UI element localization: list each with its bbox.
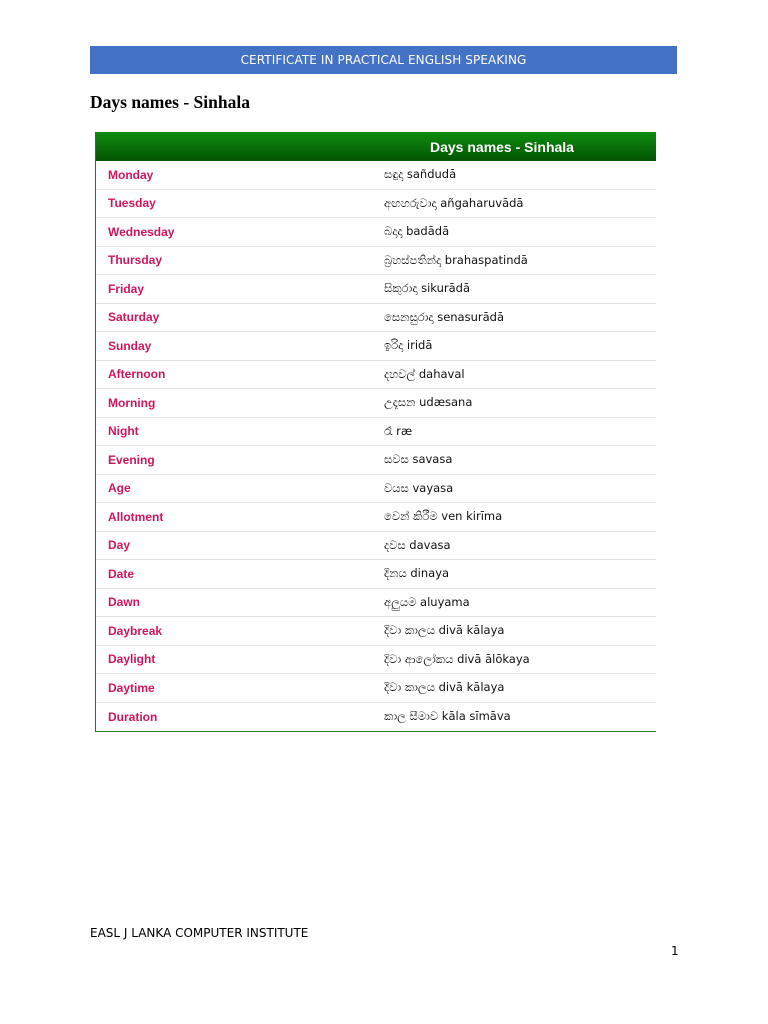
page-number: 1 [671,944,679,958]
sinhala-translation: බදාදා badādā [384,224,450,239]
sinhala-translation: කාල සීමාව kāla sīmāva [384,709,511,724]
table-row [96,304,656,333]
sinhala-translation: රෑ ræ [384,423,413,438]
english-word: Date [108,566,135,581]
english-word: Friday [108,281,145,296]
english-word: Afternoon [108,367,166,382]
sinhala-translation: දහවල් dahaval [384,366,465,381]
table-row [96,617,656,646]
table-row [96,560,656,589]
table-row [96,332,656,361]
sinhala-translation: වෙන් කිරීම ven kirīma [384,509,503,524]
table-row [96,275,656,304]
vocabulary-table [95,132,656,732]
english-word: Day [108,538,131,553]
sinhala-translation: සෙනසුරාදා senasurādā [384,309,505,324]
english-word: Evening [108,452,155,467]
sinhala-translation: සවස savasa [384,452,453,467]
sinhala-translation: දවස davasa [384,537,451,552]
sinhala-translation: සිකුරාදා sikurādā [384,281,471,296]
english-word: Thursday [108,253,163,268]
table-row [96,161,656,190]
english-word: Tuesday [108,196,156,211]
header-banner: CERTIFICATE IN PRACTICAL ENGLISH SPEAKING [90,46,677,74]
table-row [96,646,656,675]
page-title: Days names - Sinhala [90,92,250,112]
sinhala-translation: සඳුදා sañdudā [384,167,457,182]
english-word: Daylight [108,652,156,667]
table-row [96,247,656,276]
table-row [96,703,656,732]
sinhala-translation: දිවා කාලය divā kālaya [384,680,505,695]
english-word: Allotment [108,509,164,524]
table-row [96,418,656,447]
sinhala-translation: උදෑසන udæsana [384,395,473,410]
english-word: Duration [108,709,158,724]
table-row [96,218,656,247]
table-row [96,475,656,504]
english-word: Morning [108,395,156,410]
sinhala-translation: අඟහරුවාදා añgaharuvādā [384,195,524,210]
table-header [96,132,656,161]
sinhala-translation: බ්‍රහස්පතින්දා brahaspatindā [384,252,528,267]
table-row [96,589,656,618]
sinhala-translation: දිවා ආලෝකය divā ālōkaya [384,651,530,666]
table-row [96,389,656,418]
english-word: Monday [108,167,154,182]
english-word: Dawn [108,595,141,610]
table-row [96,532,656,561]
table-body [96,161,656,731]
table-row [96,503,656,532]
table-row [96,361,656,390]
footer-institute: EASL J LANKA COMPUTER INSTITUTE [90,926,309,940]
sinhala-translation: අලුයම aluyama [384,594,470,609]
sinhala-translation: වයස vayasa [384,480,454,495]
sinhala-translation: දිනය dinaya [384,566,450,581]
english-word: Daybreak [108,623,163,638]
english-word: Wednesday [108,224,175,239]
table-row [96,190,656,219]
english-word: Sunday [108,338,152,353]
english-word: Age [108,481,131,496]
english-word: Daytime [108,680,155,695]
table-row [96,446,656,475]
table-row [96,674,656,703]
table-title: Days names - Sinhala [430,138,574,155]
english-word: Night [108,424,139,439]
english-word: Saturday [108,310,160,325]
sinhala-translation: දිවා කාලය divā kālaya [384,623,505,638]
sinhala-translation: ඉරිදා iridā [384,338,433,353]
